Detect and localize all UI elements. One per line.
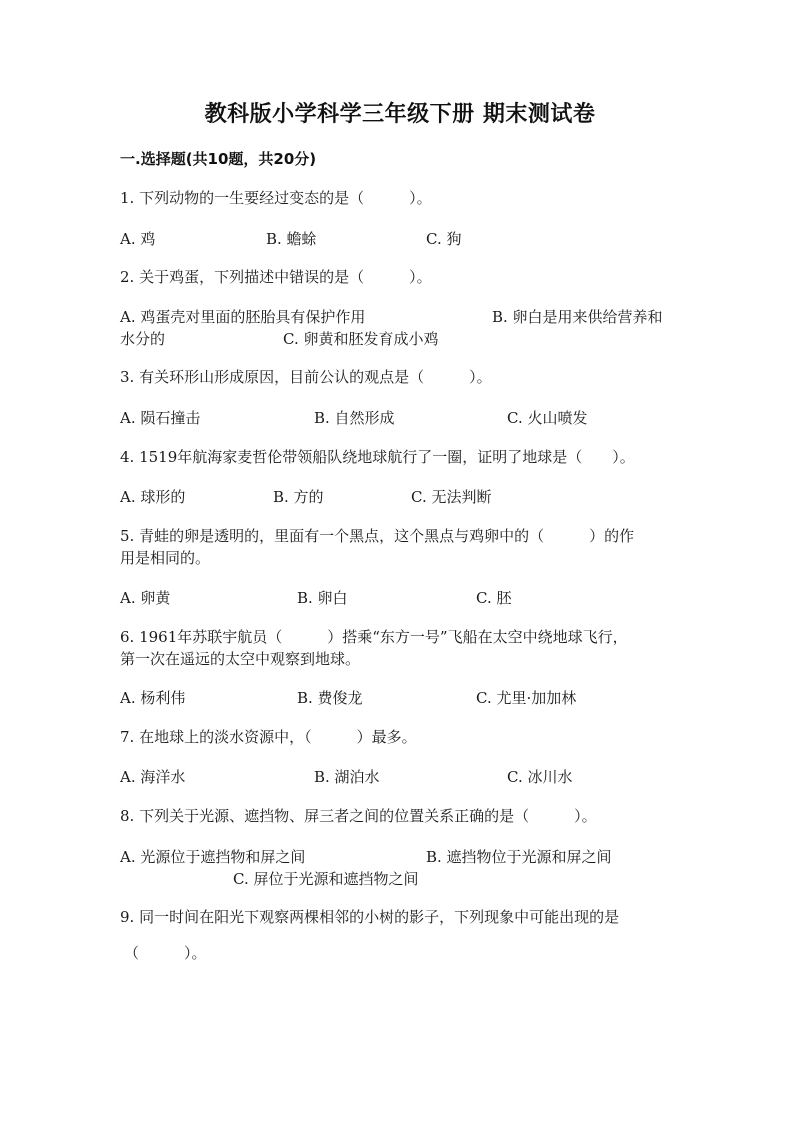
question-2-option-b-cont: 水分的 xyxy=(120,330,166,348)
question-2-option-a: A. 鸡蛋壳对里面的胚胎具有保护作用 xyxy=(120,308,366,326)
question-6-stem-line-2: 第一次在遥远的太空中观察到地球。 xyxy=(120,650,361,668)
question-2-option-c: C. 卵黄和胚发育成小鸡 xyxy=(283,330,439,348)
question-2-option-b: B. 卵白是用来供给营养和 xyxy=(492,308,663,326)
question-3-stem: 3. 有关环形山形成原因，目前公认的观点是（ ）。 xyxy=(120,368,492,386)
question-8-option-b: B. 遮挡物位于光源和屏之间 xyxy=(426,848,612,866)
question-1-stem: 1. 下列动物的一生要经过变态的是（ ）。 xyxy=(120,189,432,207)
question-4-option-b: B. 方的 xyxy=(273,488,324,506)
exam-title: 教科版小学科学三年级下册 期末测试卷 xyxy=(204,102,596,127)
question-6-option-b: B. 费俊龙 xyxy=(297,689,363,707)
question-1-option-b: B. 蟾蜍 xyxy=(266,230,317,248)
question-9-stem-line-2: （ ）。 xyxy=(124,944,207,962)
question-7-option-c: C. 冰川水 xyxy=(507,768,573,786)
question-4-stem: 4. 1519年航海家麦哲伦带领船队绕地球航行了一圈，证明了地球是（ ）。 xyxy=(120,448,635,466)
question-3-option-c: C. 火山喷发 xyxy=(507,409,588,427)
question-7-option-a: A. 海洋水 xyxy=(120,768,186,786)
question-6-stem-line-1: 6. 1961年苏联宇航员（ ）搭乘“东方一号”飞船在太空中绕地球飞行， xyxy=(120,628,628,646)
question-6-option-c: C. 尤里·加加林 xyxy=(476,689,577,707)
question-5-option-c: C. 胚 xyxy=(476,589,512,607)
question-8-option-a: A. 光源位于遮挡物和屏之间 xyxy=(120,848,306,866)
question-1-option-c: C. 狗 xyxy=(426,230,462,248)
question-5-option-b: B. 卵白 xyxy=(297,589,348,607)
question-4-option-c: C. 无法判断 xyxy=(411,488,492,506)
question-9-stem-line-1: 9. 同一时间在阳光下观察两棵相邻的小树的影子，下列现象中可能出现的是 xyxy=(120,908,620,926)
question-7-stem: 7. 在地球上的淡水资源中，（ ）最多。 xyxy=(120,728,417,746)
question-1-option-a: A. 鸡 xyxy=(120,230,156,248)
question-4-option-a: A. 球形的 xyxy=(120,488,186,506)
question-3-option-b: B. 自然形成 xyxy=(314,409,395,427)
question-7-option-b: B. 湖泊水 xyxy=(314,768,380,786)
question-5-stem-line-1: 5. 青蛙的卵是透明的，里面有一个黑点，这个黑点与鸡卵中的（ ）的作 xyxy=(120,527,635,545)
question-5-option-a: A. 卵黄 xyxy=(120,589,171,607)
question-2-stem: 2. 关于鸡蛋，下列描述中错误的是（ ）。 xyxy=(120,268,432,286)
question-5-stem-line-2: 用是相同的。 xyxy=(120,549,211,567)
section-heading: 一.选择题(共10题，共20分) xyxy=(120,150,317,168)
question-8-stem: 8. 下列关于光源、遮挡物、屏三者之间的位置关系正确的是（ ）。 xyxy=(120,807,597,825)
question-6-option-a: A. 杨利伟 xyxy=(120,689,186,707)
question-3-option-a: A. 陨石撞击 xyxy=(120,409,201,427)
question-8-option-c: C. 屏位于光源和遮挡物之间 xyxy=(233,870,419,888)
